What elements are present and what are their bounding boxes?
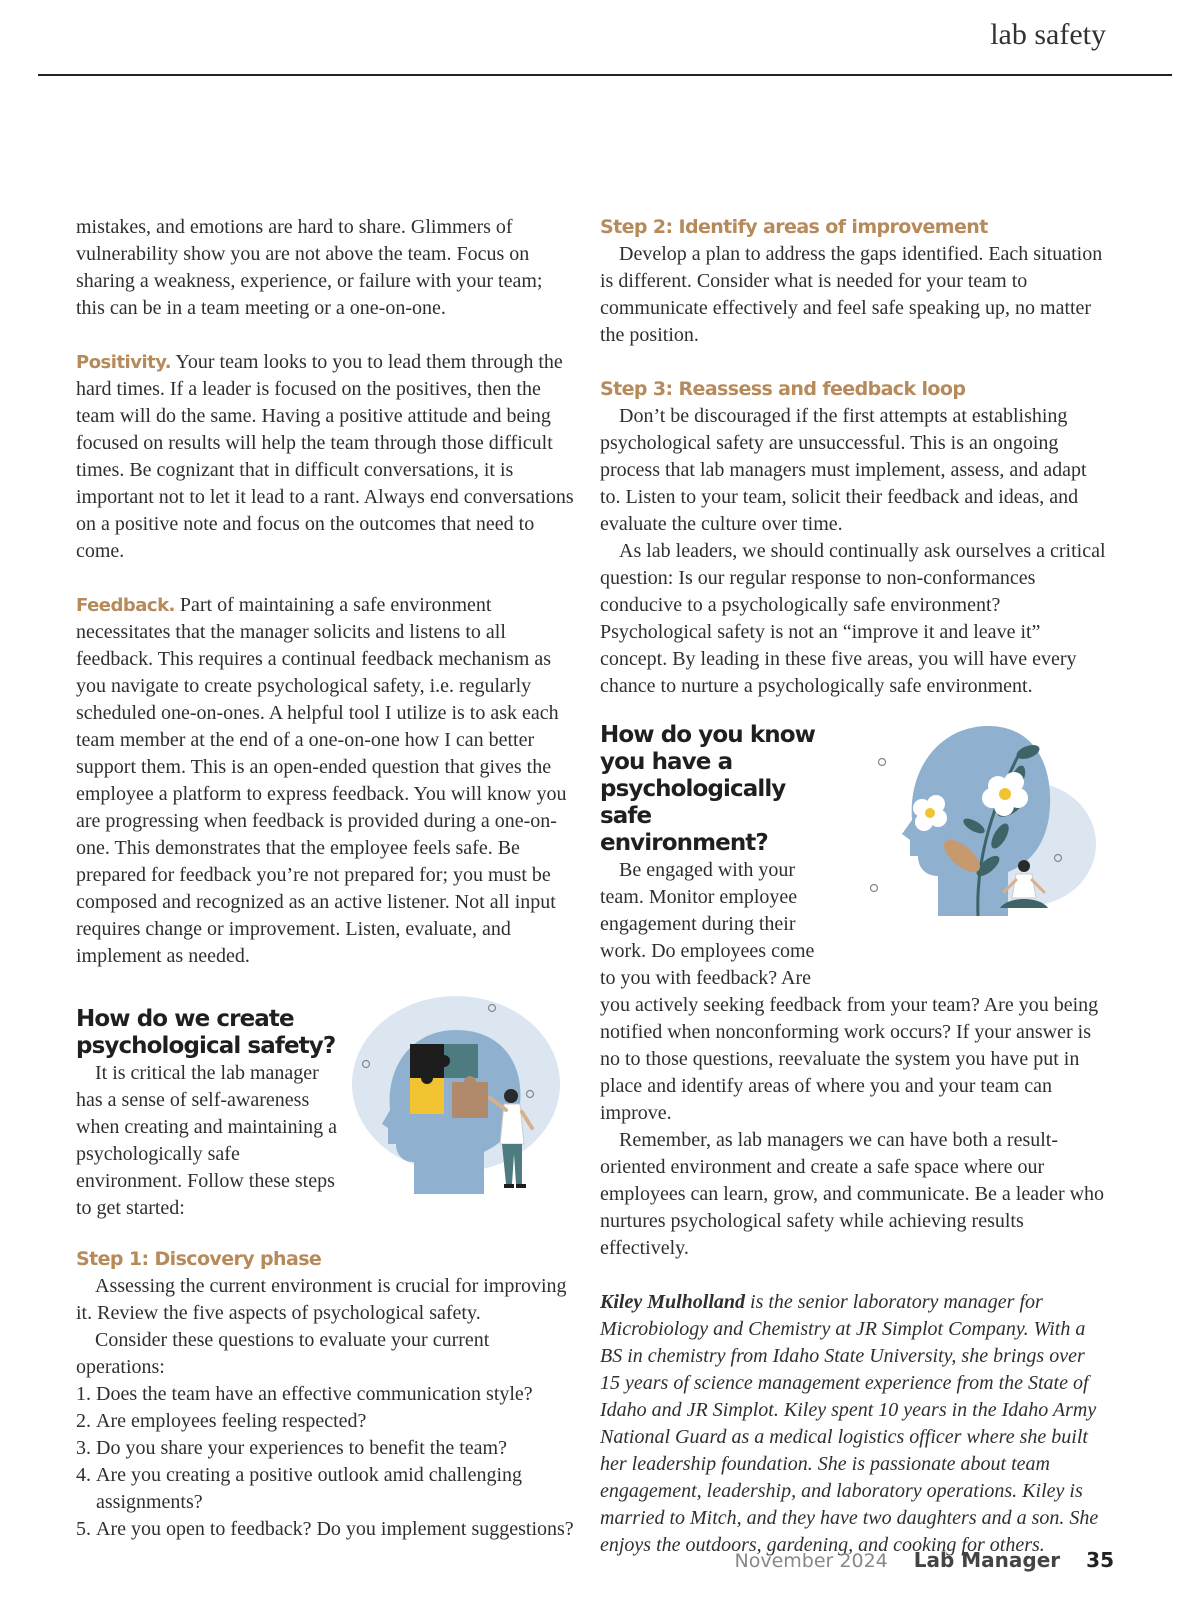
create-body: It is critical the lab manager has a sense of self-awareness when creating and maintaining a psychologically safe environment. Follow these steps to get started: bbox=[76, 1062, 338, 1219]
positivity-lead: Positivity. bbox=[76, 352, 172, 373]
positivity-body: Your team looks to you to lead them through the hard times. If a leader is focused on the positives, then the team will do the same. Having a positive attitude and being focused on results will help the team through those difficult times. Be cognizant that in difficult conversations, it is important not to let it lead to a rant. Always end conversations on a positive note and focus on the outcomes that need to come. bbox=[76, 351, 574, 562]
step2-heading: Step 2: Identify areas of improvement bbox=[600, 216, 988, 238]
know-section bbox=[600, 722, 1106, 1262]
create-section bbox=[76, 1006, 576, 1222]
author-bio bbox=[600, 1289, 1106, 1559]
feedback-body: Part of maintaining a safe environment necessitates that the manager solicits and listens to all feedback. This requires a continual feedback mechanism as you navigate to create psychological safety, i.e. regularly scheduled one-on-ones. A helpful tool I utilize is to ask each team member at the end of a one-on-one how I can better support them. This is an open-ended question that gives the employee a platform to express feedback. You will know you are progressing when feedback is provided during a one-on-one. This demonstrates that the employee feels safe. Be prepared for feedback you’re not prepared for; you must be composed and recognized as an active listener. Not all input requires change or improvement. Listen, evaluate, and implement as needed. bbox=[76, 594, 567, 967]
list-item: 5. Are you open to feedback? Do you implement suggestions? bbox=[96, 1516, 576, 1543]
list-item: 4. Are you creating a positive outlook amid challenging assignments? bbox=[96, 1462, 576, 1516]
puzzle-head-illustration bbox=[344, 994, 564, 1199]
author-name: Kiley Mulholland bbox=[600, 1291, 746, 1313]
step3-paragraph-2: As lab leaders, we should continually ask ourselves a critical question: Is our regular response to non-conformances conducive to a psychologically safe environment? Psychological safety is not an “improve it and leave it” concept. By leading in these five areas, you will have every chance to nurture a psychologically safe environment. bbox=[600, 540, 1106, 697]
know-heading: How do you know you have a psychologically safe environment? bbox=[600, 722, 815, 856]
footer-date: November 2024 bbox=[734, 1550, 888, 1572]
step2-paragraph: Develop a plan to address the gaps identified. Each situation is different. Consider what is needed for your team to communicate effectively and feel safe speaking up, no matter the position. bbox=[600, 243, 1103, 346]
feedback-paragraph bbox=[76, 592, 576, 970]
page-number: 35 bbox=[1086, 1548, 1114, 1572]
page-footer bbox=[735, 1548, 1114, 1572]
step1-paragraph-2: Consider these questions to evaluate your current operations: bbox=[76, 1329, 490, 1378]
header-rule bbox=[38, 74, 1172, 76]
feedback-lead: Feedback. bbox=[76, 595, 175, 616]
right-column bbox=[600, 214, 1106, 1559]
step1-heading: Step 1: Discovery phase bbox=[76, 1248, 322, 1270]
list-item: 3. Do you share your experiences to benefit the team? bbox=[96, 1435, 576, 1462]
list-item: 1. Does the team have an effective communication style? bbox=[96, 1381, 576, 1408]
flower-small bbox=[913, 795, 947, 831]
positivity-paragraph bbox=[76, 349, 576, 565]
footer-magazine: Lab Manager bbox=[913, 1548, 1061, 1572]
know-paragraph-1-text: Be engaged with your team. Monitor employee engagement during their work. Do employees come to you with feedback? Are you actively seeking feedback from your team? Are you being notified when nonconforming work occurs? If your answer is no to those questions, reevaluate the system you have put in place and identify areas of where you and your team can improve. bbox=[600, 859, 1099, 1124]
list-item: 2. Are employees feeling respected? bbox=[96, 1408, 576, 1435]
left-column bbox=[76, 214, 576, 1543]
step1-paragraph-1: Assessing the current environment is crucial for improving it. Review the five aspects of psychological safety. bbox=[76, 1275, 567, 1324]
author-bio-body: is the senior laboratory manager for Microbiology and Chemistry at JR Simplot Company. With a BS in chemistry from Idaho State University, she brings over 15 years of science management experience from the State of Idaho and JR Simplot. Kiley spent 10 years in the Idaho Army National Guard as a medical logistics officer where she built her leadership foundation. She is passionate about team engagement, leadership, and laboratory operations. Kiley is married to Mitch, and they have two daughters and a son. She enjoys the outdoors, gardening, and cooking for others. bbox=[600, 1291, 1099, 1556]
questions-list bbox=[76, 1381, 576, 1543]
step3-paragraph-1: Don’t be discouraged if the first attempts at establishing psychological safety are unsuccessful. This is an ongoing process that lab managers must implement, assess, and adapt to. Listen to your team, solicit their feedback and ideas, and evaluate the culture over time. bbox=[600, 405, 1087, 535]
intro-paragraph: mistakes, and emotions are hard to share. Glimmers of vulnerability show you are not above the team. Focus on sharing a weakness, experience, or failure with your team; this can be in a team meeting or a one-on-one. bbox=[76, 216, 543, 319]
know-paragraph-1 bbox=[600, 857, 1106, 1127]
know-paragraph-2: Remember, as lab managers we can have both a result-oriented environment and create a safe space where our employees can learn, grow, and communicate. Be a leader who nurtures psychological safety while achieving results effectively. bbox=[600, 1129, 1105, 1259]
running-head: lab safety bbox=[990, 18, 1106, 51]
step3-heading: Step 3: Reassess and feedback loop bbox=[600, 378, 966, 400]
create-heading: How do we create psychological safety? bbox=[76, 1006, 336, 1059]
